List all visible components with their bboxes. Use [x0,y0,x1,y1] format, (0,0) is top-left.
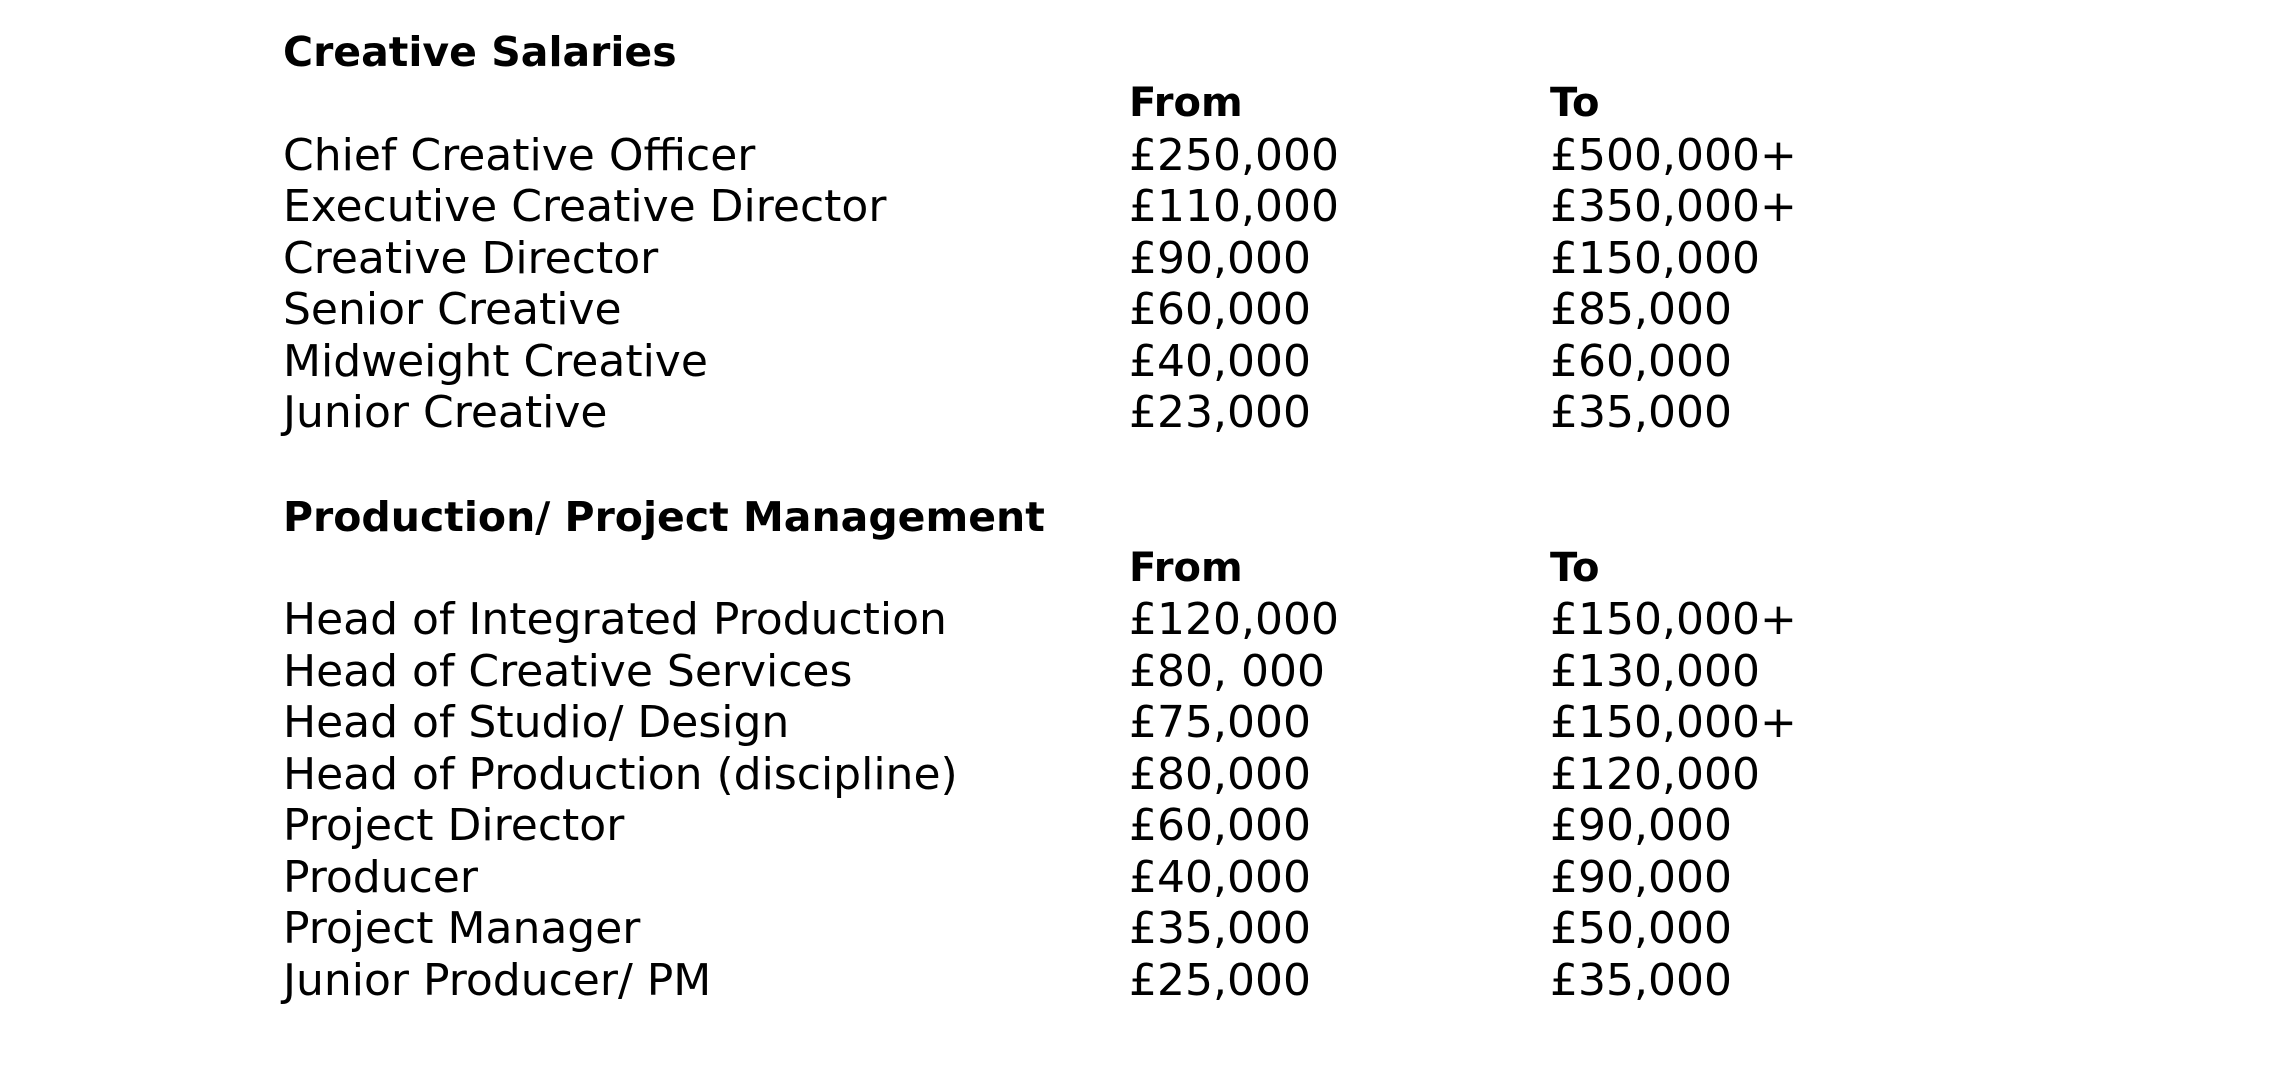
role-name: Chief Creative Officer [283,129,756,181]
salary-to: £150,000+ [1550,594,1797,645]
role-name: Junior Producer/ PM [283,954,712,1006]
role-name: Midweight Creative [283,335,708,387]
salary-from: £75,000 [1129,697,1311,748]
role-name: Head of Creative Services [283,645,853,697]
table-row [283,800,1983,852]
table-row [283,955,1983,1007]
salary-from: £250,000 [1129,129,1339,181]
column-header-row [283,543,1983,595]
salary-to: £50,000 [1550,903,1732,954]
salary-from: £40,000 [1129,335,1311,387]
table-row [283,387,1983,439]
salary-from: £90,000 [1129,232,1311,284]
salary-to: £150,000 [1550,232,1760,284]
role-name: Producer [283,851,478,903]
salary-from: £110,000 [1129,181,1339,232]
section-title: Creative Salaries [283,28,677,76]
role-name: Senior Creative [283,284,622,335]
salary-document [283,26,1983,1006]
salary-to: £35,000 [1550,954,1732,1006]
salary-from: £60,000 [1129,284,1311,335]
role-name: Creative Director [283,232,659,284]
role-name: Head of Production (discipline) [283,748,958,800]
section-production-project-management [283,491,1983,1007]
salary-to: £90,000 [1550,851,1732,903]
table-row [283,903,1983,955]
role-name: Executive Creative Director [283,181,887,232]
salary-to: £350,000+ [1550,181,1797,232]
section-title: Production/ Project Management [283,492,1045,541]
role-name: Head of Integrated Production [283,594,947,645]
column-header-row [283,78,1983,130]
table-row [283,284,1983,336]
salary-from: £23,000 [1129,387,1311,438]
salary-to: £500,000+ [1550,129,1797,181]
salary-to: £35,000 [1550,387,1732,438]
salary-from: £25,000 [1129,954,1311,1006]
salary-to: £130,000 [1550,645,1760,697]
table-row [283,594,1983,646]
role-name: Project Director [283,800,625,851]
from-column-header: From [1129,544,1243,591]
salary-from: £80, 000 [1129,645,1325,697]
salary-to: £90,000 [1550,800,1732,851]
salary-to: £60,000 [1550,335,1732,387]
salary-to: £150,000+ [1550,697,1797,748]
from-column-header: From [1129,80,1243,126]
to-column-header: To [1550,80,1600,126]
table-row [283,697,1983,749]
table-row [283,181,1983,233]
table-row [283,233,1983,285]
table-row [283,130,1983,182]
salary-from: £80,000 [1129,748,1311,800]
role-name: Junior Creative [283,387,608,438]
to-column-header: To [1550,544,1600,591]
table-row [283,749,1983,801]
table-row [283,336,1983,388]
salary-from: £60,000 [1129,800,1311,851]
section-creative-salaries [283,26,1983,439]
salary-from: £35,000 [1129,903,1311,954]
table-row [283,852,1983,904]
salary-to: £120,000 [1550,748,1760,800]
table-row [283,646,1983,698]
role-name: Project Manager [283,903,641,954]
section-spacer [283,439,1983,491]
salary-from: £120,000 [1129,594,1339,645]
salary-from: £40,000 [1129,851,1311,903]
salary-to: £85,000 [1550,284,1732,335]
role-name: Head of Studio/ Design [283,697,790,748]
